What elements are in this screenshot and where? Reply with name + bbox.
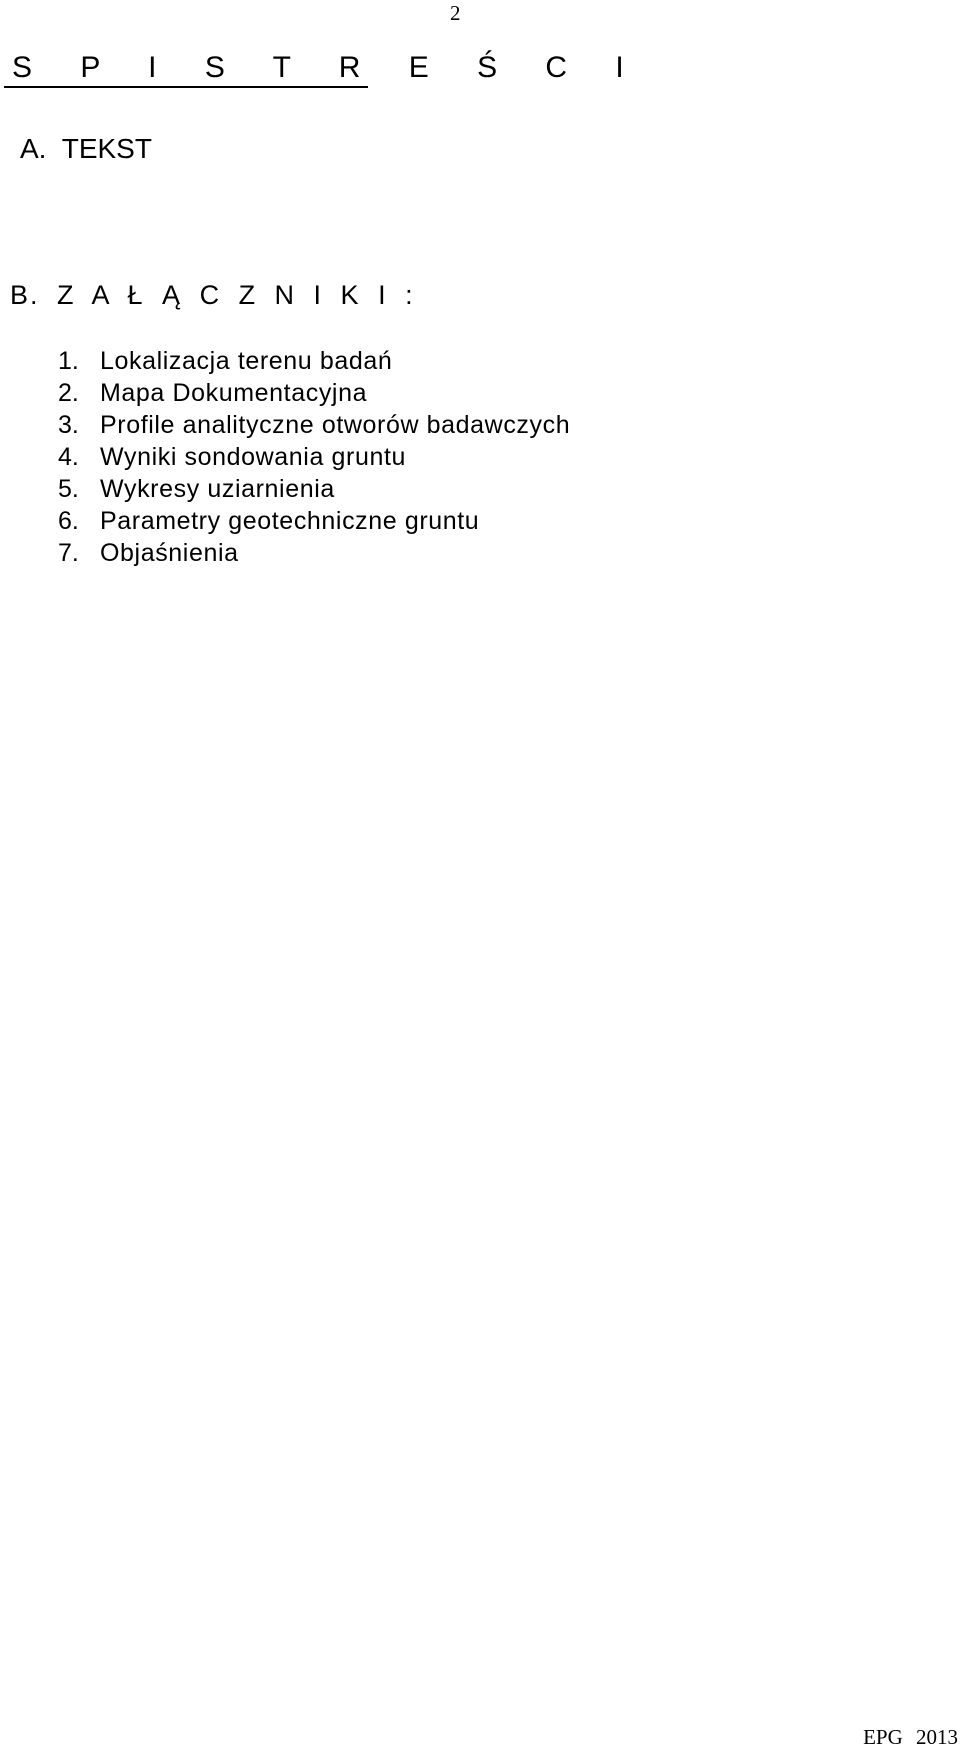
list-item-number: 1.: [58, 347, 79, 375]
list-item-label: Lokalizacja terenu badań: [100, 347, 393, 375]
list-item-label: Mapa Dokumentacyjna: [100, 379, 368, 407]
section-b-heading: B. Z A Ł Ą C Z N I K I :: [10, 280, 415, 310]
toc-title: S P I S T R E Ś C I: [12, 51, 629, 84]
toc-title-underline: [4, 86, 368, 88]
list-item-number: 3.: [58, 411, 79, 439]
list-item-number: 4.: [58, 443, 79, 471]
footer-label: EPG 2013: [863, 1725, 958, 1749]
list-item: [58, 505, 570, 537]
list-item-number: 7.: [58, 539, 79, 567]
section-a-heading: A. TEKST: [20, 133, 152, 164]
list-item: [58, 537, 570, 569]
attachments-list: [58, 345, 570, 569]
list-item: [58, 377, 570, 409]
list-item-label: Wyniki sondowania gruntu: [100, 443, 407, 471]
list-item-label: Wykresy uziarnienia: [100, 475, 335, 503]
list-item: [58, 473, 570, 505]
page-number: 2: [450, 1, 461, 25]
list-item-number: 2.: [58, 379, 79, 407]
list-item-label: Profile analityczne otworów badawczych: [100, 411, 571, 439]
list-item-label: Parametry geotechniczne gruntu: [100, 507, 480, 535]
list-item: [58, 345, 570, 377]
list-item-number: 6.: [58, 507, 79, 535]
list-item: [58, 441, 570, 473]
list-item-number: 5.: [58, 475, 79, 503]
list-item: [58, 409, 570, 441]
list-item-label: Objaśnienia: [100, 539, 239, 567]
